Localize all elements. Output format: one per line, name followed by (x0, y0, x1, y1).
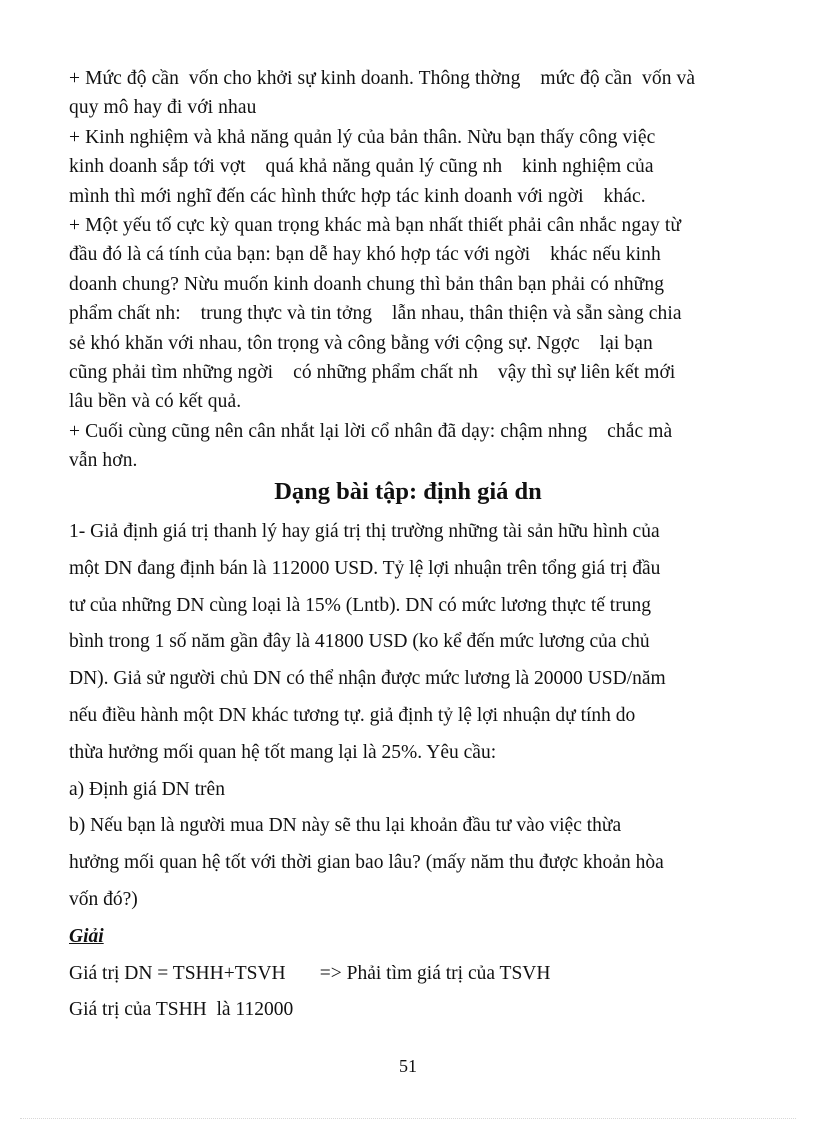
text-line: b) Nếu bạn là người mua DN này sẽ thu lại khoản đầu tư vào việc thừa (69, 815, 622, 837)
text-line: vẫn hơn. (69, 450, 138, 472)
text-line: hưởng mối quan hệ tốt với thời gian bao lâu? (mấy năm thu được khoản hòa (69, 852, 664, 874)
text-line: phẩm chất nh: trung thực và tin tởng lẫn nhau, thân thiện và sẵn sàng chia (69, 303, 682, 325)
text-line: một DN đang định bán là 112000 USD. Tỷ lệ lợi nhuận trên tổng giá trị đầu (69, 557, 661, 579)
text-line: quy mô hay đi với nhau (69, 97, 257, 119)
exercise-text-block (69, 514, 759, 1029)
text-line: tư của những DN cùng loại là 15% (Lntb). DN có mức lương thực tế trung (69, 594, 651, 616)
text-line: vốn đó?) (69, 888, 138, 910)
text-line: + Một yếu tố cực kỳ quan trọng khác mà bạn nhất thiết phải cân nhắc ngay từ (69, 215, 681, 237)
text-line: 1- Giả định giá trị thanh lý hay giá trị thị trường những tài sản hữu hình của (69, 521, 660, 542)
footer-divider (20, 1118, 796, 1119)
text-line: doanh chung? Nừu muốn kinh doanh chung thì bản thân bạn phải có những (69, 273, 665, 295)
text-line: + Kinh nghiệm và khả năng quản lý của bản thân. Nừu bạn thấy công việc (69, 126, 656, 148)
text-line: + Cuối cùng cũng nên cân nhắt lại lời cổ nhân đã dạy: chậm nhng chắc mà (69, 420, 673, 442)
text-line: + Mức độ cần vốn cho khởi sự kinh doanh. Thông thờng mức độ cần vốn và (69, 68, 696, 89)
text-line: a) Định giá DN trên (69, 778, 225, 800)
text-line: DN). Giả sử người chủ DN có thể nhận được mức lương là 20000 USD/năm (69, 668, 666, 690)
solution-line: Giá trị DN = TSHH+TSVH => Phải tìm giá trị của TSVH (69, 962, 551, 984)
solution-label-line (69, 919, 759, 956)
page-number: 51 (399, 1056, 417, 1076)
solution-label: Giải (69, 925, 104, 947)
text-line: bình trong 1 số năm gần đây là 41800 USD (ko kể đến mức lương của chủ (69, 631, 650, 653)
text-line: cũng phải tìm những ngời có những phẩm chất nh vậy thì sự liên kết mới (69, 362, 676, 384)
text-line: thừa hưởng mối quan hệ tốt mang lại là 25%. Yêu cầu: (69, 741, 497, 763)
section-heading: Dạng bài tập: định giá dn (274, 478, 542, 505)
solution-line: Giá trị của TSHH là 112000 (69, 999, 294, 1021)
text-line: đầu đó là cá tính của bạn: bạn dễ hay khó hợp tác với ngời khác nếu kinh (69, 244, 661, 266)
text-line: sẻ khó khăn với nhau, tôn trọng và công bằng với cộng sự. Ngợc lại bạn (69, 332, 653, 354)
text-line: nếu điều hành một DN khác tương tự. giả định tỷ lệ lợi nhuận dự tính do (69, 704, 636, 726)
text-line: mình thì mới nghĩ đến các hình thức hợp tác kinh doanh với ngời khác. (69, 185, 646, 207)
text-line: kinh doanh sắp tới vợt quá khả năng quản lý cũng nh kinh nghiệm của (69, 156, 654, 178)
upper-text-block (69, 64, 759, 476)
text-line: lâu bền và có kết quả. (69, 391, 242, 413)
